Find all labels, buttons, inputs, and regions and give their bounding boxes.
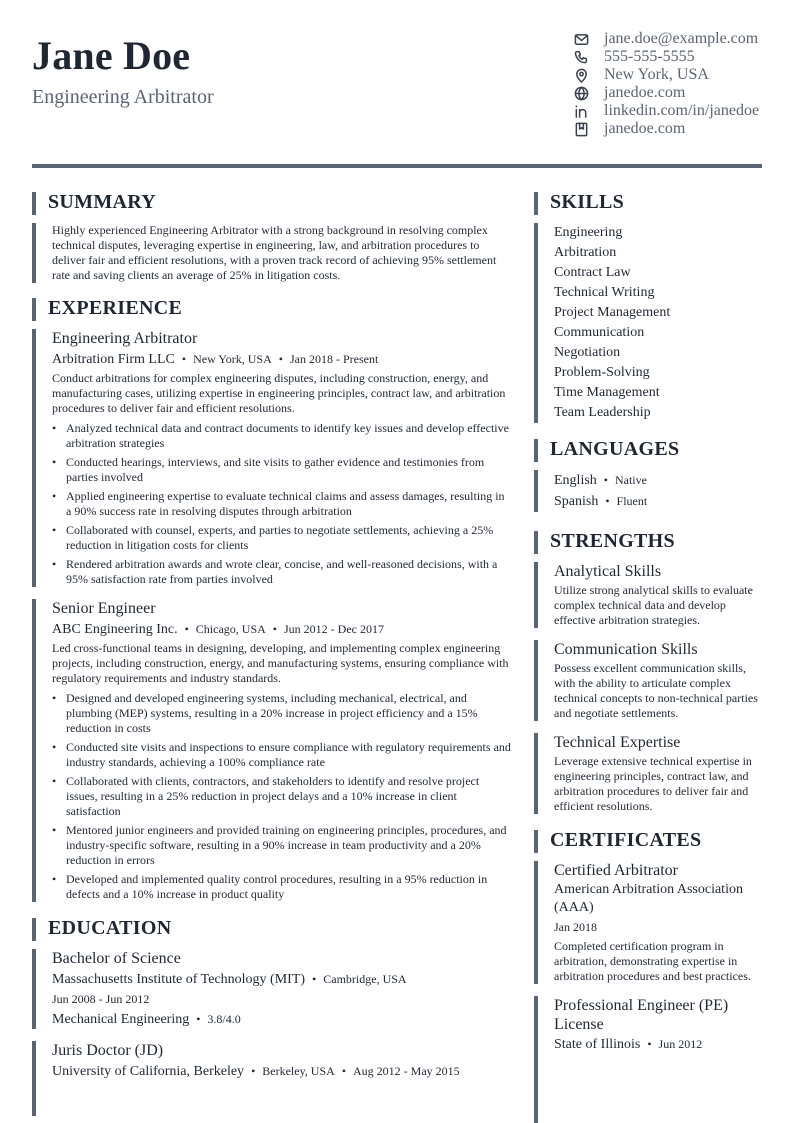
language-name: English	[554, 473, 597, 488]
section-accent-bar	[32, 1041, 36, 1116]
candidate-role: Engineering Arbitrator	[32, 86, 214, 108]
list-item: • Collaborated with clients, contractors, and stakeholders to identify and resolve project issues, resulting in a 25% reduction in project delays and a 10% increase in client satisfaction	[52, 774, 512, 819]
summary-text: Highly experienced Engineering Arbitrator with a strong background in resolving complex technical disputes, leveraging expertise in engineering, law, and arbitration procedures to deliver fair and efficient resolutions, with a proven track record of achieving 95% settlement rate and saving clients an average of 25% in litigation costs.	[52, 223, 497, 282]
experience-heading	[32, 298, 512, 321]
skill-item: Engineering	[554, 225, 623, 240]
certificate-date: Jan 2018	[554, 920, 597, 934]
summary-heading	[32, 192, 512, 215]
job-entry	[32, 599, 512, 902]
list-item: • Mentored junior engineers and provided training on engineering principles, procedures, and industry-specific software, resulting in a 90% increase in team productivity and a 20% reduction in errors	[52, 823, 512, 868]
job-description: Conduct arbitrations for complex engineering disputes, including construction, energy, and manufacturing cases, utilizing expertise in engineering principles, contract law, and arbitration procedures to deliver fair and efficient resolutions.	[52, 371, 506, 415]
contact-location	[572, 66, 762, 84]
certificate-entry	[534, 996, 762, 1123]
section-accent-bar	[32, 329, 36, 587]
section-accent-bar	[32, 918, 36, 941]
strength-entry	[534, 640, 762, 721]
list-item: • Collaborated with counsel, experts, and parties to negotiate settlements, achieving a 25% reduction in litigation costs for clients	[52, 523, 512, 553]
phone-icon	[573, 49, 589, 65]
section-accent-bar	[534, 562, 538, 628]
certificate-text: Completed certification program in arbitration, demonstrating expertise in arbitration procedures and best practices.	[554, 939, 751, 983]
gpa: 3.8/4.0	[207, 1012, 241, 1026]
contact-location-text: New York, USA	[604, 66, 709, 83]
right-column	[534, 192, 762, 1123]
section-accent-bar	[534, 640, 538, 721]
linkedin-icon	[573, 103, 589, 119]
certificates-heading	[534, 830, 762, 853]
list-item: • Rendered arbitration awards and wrote clear, concise, and well-reasoned decisions, with a 95% satisfaction rate from parties involved	[52, 557, 512, 587]
contact-phone-text: 555-555-5555	[604, 48, 695, 65]
skill-item: Problem-Solving	[554, 365, 650, 380]
location-icon	[573, 67, 589, 83]
degree-title: Juris Doctor (JD)	[52, 1042, 164, 1059]
section-accent-bar	[32, 223, 36, 283]
language-name: Spanish	[554, 494, 599, 509]
globe-icon	[573, 85, 589, 101]
job-location: New York, USA	[193, 352, 272, 366]
skill-item: Team Leadership	[554, 405, 651, 420]
school-name: Massachusetts Institute of Technology (MIT)	[52, 972, 306, 987]
skill-item: Time Management	[554, 385, 660, 400]
list-item: • Developed and implemented quality control procedures, resulting in a 95% reduction in defects and a 10% increase in product quality	[52, 872, 512, 902]
bookmark-icon	[573, 121, 589, 137]
skills-heading	[534, 192, 762, 215]
strength-entry	[534, 562, 762, 628]
education-entry	[32, 949, 512, 1029]
contact-portfolio-text: janedoe.com	[604, 120, 686, 137]
strength-name: Technical Expertise	[554, 734, 681, 751]
education-entry	[32, 1041, 512, 1116]
section-accent-bar	[32, 298, 36, 321]
header-divider	[32, 164, 762, 168]
job-meta: ABC Engineering Inc. • Chicago, USA • Jun 2012 - Dec 2017	[52, 622, 384, 637]
strength-text: Leverage extensive technical expertise in engineering principles, contract law, and arbitration procedures to deliver fair and efficient resolutions.	[554, 754, 752, 813]
languages-block	[534, 470, 762, 512]
candidate-name: Jane Doe	[32, 33, 191, 78]
languages-heading	[534, 439, 762, 462]
section-accent-bar	[32, 599, 36, 902]
section-accent-bar	[534, 223, 538, 423]
job-title: Senior Engineer	[52, 600, 156, 617]
skills-block	[534, 223, 762, 423]
language-level: Native	[614, 473, 647, 487]
job-entry	[32, 329, 512, 587]
skill-item: Project Management	[554, 305, 671, 320]
contact-website-text: janedoe.com	[604, 84, 686, 101]
left-column	[32, 192, 512, 1116]
job-meta: Arbitration Firm LLC • New York, USA • Jan 2018 - Present	[52, 352, 379, 367]
contact-portfolio[interactable]	[572, 120, 762, 138]
section-accent-bar	[32, 192, 36, 215]
certificate-issuer: State of Illinois	[554, 1037, 641, 1052]
job-title: Engineering Arbitrator	[52, 330, 198, 347]
section-accent-bar	[32, 949, 36, 1029]
section-title: SKILLS	[550, 191, 625, 213]
section-accent-bar	[534, 996, 538, 1123]
section-accent-bar	[534, 470, 538, 512]
education-field: Mechanical Engineering • 3.8/4.0	[52, 1012, 241, 1027]
contact-email[interactable]	[572, 30, 762, 48]
language-level: Fluent	[616, 494, 648, 508]
education-heading	[32, 918, 512, 941]
contact-phone[interactable]	[572, 48, 762, 66]
degree-title: Bachelor of Science	[52, 950, 181, 967]
education-dates: Jun 2008 - Jun 2012	[52, 992, 150, 1006]
section-title: STRENGTHS	[550, 530, 675, 552]
section-accent-bar	[534, 830, 538, 853]
section-accent-bar	[534, 861, 538, 984]
section-title: SUMMARY	[48, 191, 157, 213]
contact-list	[572, 30, 762, 138]
certificate-issuer: American Arbitration Association (AAA)	[554, 882, 743, 915]
certificate-entry	[534, 861, 762, 984]
language-item: English • Native	[554, 473, 647, 488]
mail-icon	[573, 31, 589, 47]
strength-text: Possess excellent communication skills, with the ability to articulate complex technical concepts to non-technical parties and negotiate settlements.	[554, 661, 758, 720]
certificate-name: Professional Engineer (PE) License	[554, 997, 729, 1033]
education-meta: Massachusetts Institute of Technology (MIT) • Cambridge, USA	[52, 972, 407, 987]
strength-entry	[534, 733, 762, 814]
skill-item: Arbitration	[554, 245, 617, 260]
job-company: Arbitration Firm LLC	[52, 352, 175, 367]
section-title: EXPERIENCE	[48, 297, 183, 319]
list-item: • Conducted hearings, interviews, and site visits to gather evidence and testimonies from parties involved	[52, 455, 512, 485]
contact-email-text: jane.doe@example.com	[604, 30, 759, 47]
summary-block	[32, 223, 512, 283]
section-accent-bar	[534, 531, 538, 554]
job-bullets	[52, 421, 512, 587]
list-item: • Designed and developed engineering systems, including mechanical, electrical, and plumbing (MEP) systems, resulting in a 20% increase in project efficiency and a 15% reduction in costs	[52, 691, 512, 736]
strengths-heading	[534, 531, 762, 554]
education-dates: Aug 2012 - May 2015	[353, 1064, 460, 1078]
list-item: • Conducted site visits and inspections to ensure compliance with regulatory requirements and industry standards, achieving a 100% compliance rate	[52, 740, 512, 770]
section-title: EDUCATION	[48, 917, 172, 939]
strength-name: Communication Skills	[554, 641, 698, 658]
section-title: CERTIFICATES	[550, 829, 702, 851]
section-accent-bar	[534, 733, 538, 814]
education-meta: University of California, Berkeley • Berkeley, USA • Aug 2012 - May 2015	[52, 1064, 460, 1079]
job-location: Chicago, USA	[195, 622, 266, 636]
section-accent-bar	[534, 439, 538, 462]
job-description: Led cross-functional teams in designing, developing, and implementing complex engineering projects, including construction, energy, and manufacturing systems, ensuring compliance with regulatory requirements and industry standards.	[52, 641, 509, 685]
list-item: • Analyzed technical data and contract documents to identify key issues and develop effective arbitration strategies	[52, 421, 512, 451]
skill-item: Technical Writing	[554, 285, 655, 300]
strength-text: Utilize strong analytical skills to evaluate complex technical data and develop effective arbitration strategies.	[554, 583, 753, 627]
resume-header	[32, 30, 762, 140]
contact-website[interactable]	[572, 84, 762, 102]
contact-linkedin[interactable]	[572, 102, 762, 120]
section-accent-bar	[534, 192, 538, 215]
section-title: LANGUAGES	[550, 438, 680, 460]
language-item: Spanish • Fluent	[554, 494, 648, 509]
certificate-name: Certified Arbitrator	[554, 862, 678, 879]
school-name: University of California, Berkeley	[52, 1064, 245, 1079]
skill-item: Negotiation	[554, 345, 621, 360]
job-company: ABC Engineering Inc.	[52, 622, 178, 637]
job-dates: Jun 2012 - Dec 2017	[284, 622, 384, 636]
school-location: Berkeley, USA	[262, 1064, 335, 1078]
contact-linkedin-text: linkedin.com/in/janedoe	[604, 102, 760, 119]
certificate-meta: State of Illinois • Jun 2012	[554, 1037, 703, 1052]
strength-name: Analytical Skills	[554, 563, 662, 580]
skill-item: Contract Law	[554, 265, 631, 280]
school-location: Cambridge, USA	[323, 972, 407, 986]
job-dates: Jan 2018 - Present	[289, 352, 379, 366]
job-bullets	[52, 691, 512, 902]
field-of-study: Mechanical Engineering	[52, 1012, 190, 1027]
certificate-date: Jun 2012	[658, 1037, 703, 1051]
list-item: • Applied engineering expertise to evaluate technical claims and assess damages, resulting in a 90% success rate in resolving disputes through arbitration	[52, 489, 512, 519]
skill-item: Communication	[554, 325, 645, 340]
